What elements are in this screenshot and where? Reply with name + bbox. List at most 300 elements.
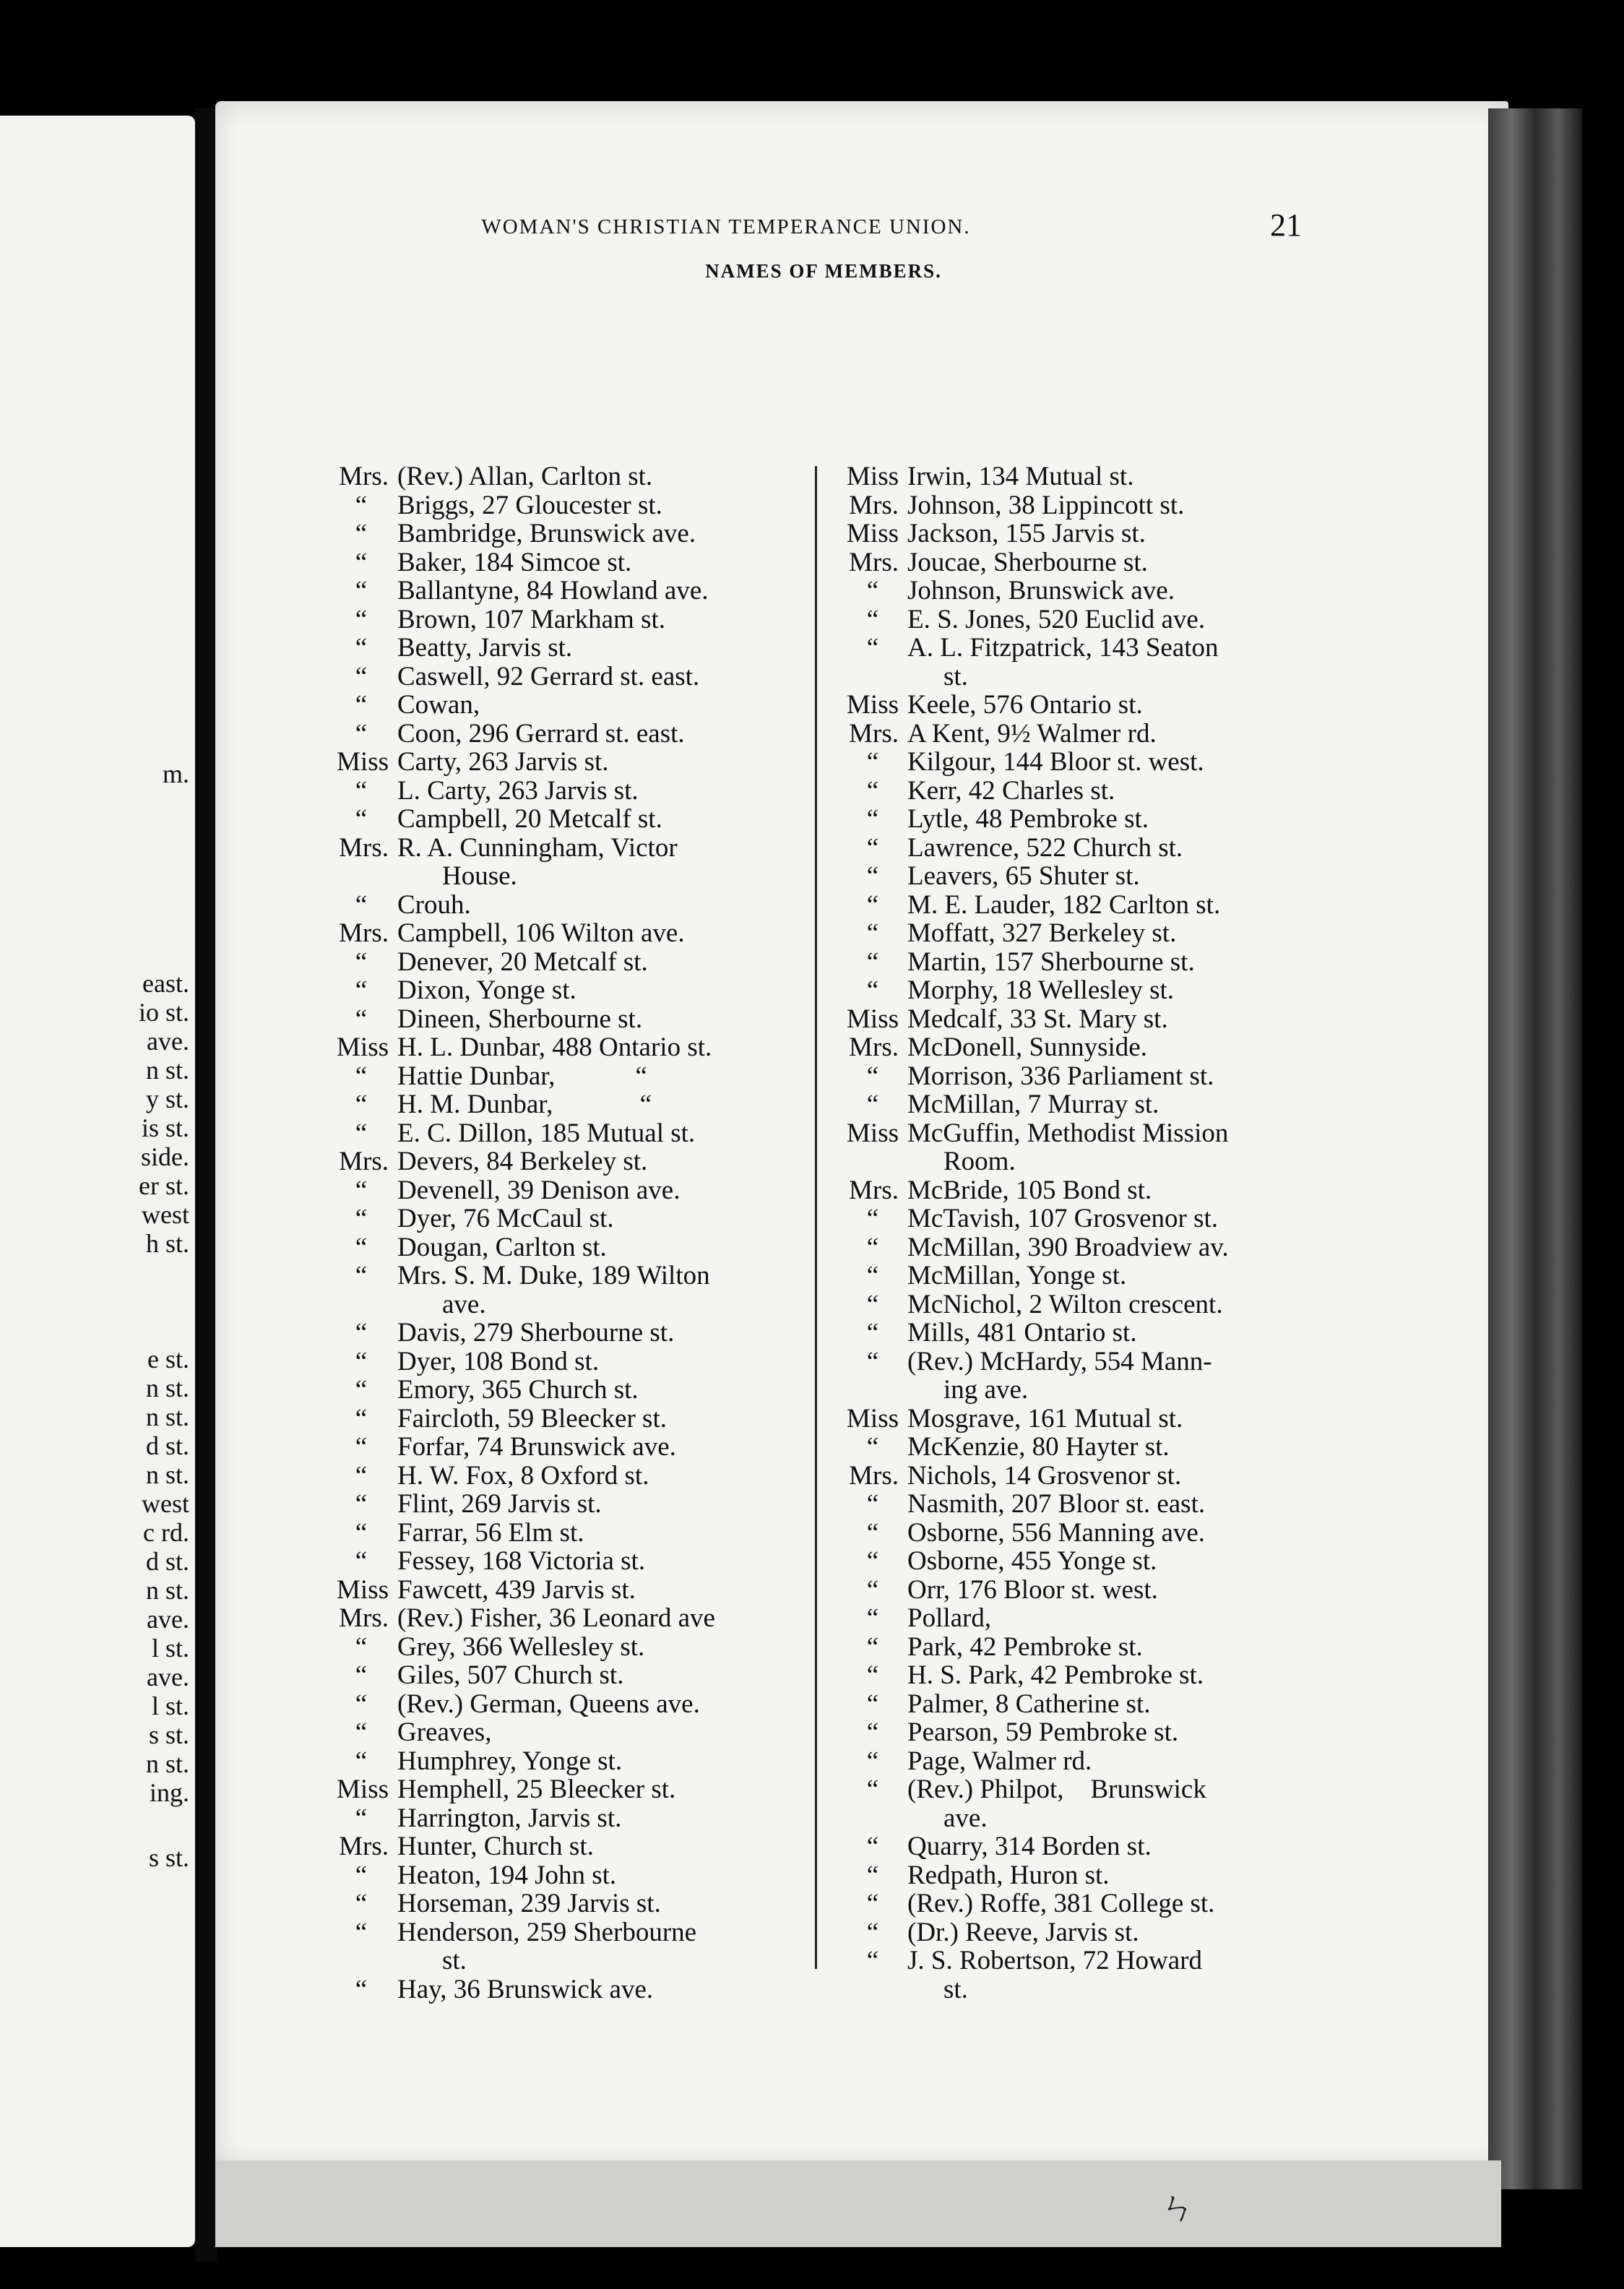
ditto-mark: “ [866, 1090, 879, 1119]
member-entry [838, 1889, 1358, 1918]
member-entry [325, 834, 824, 863]
member-name-address: Denever, 20 Metcalf st. [397, 947, 648, 977]
ditto-mark: “ [355, 1660, 368, 1690]
member-entry [325, 1090, 824, 1119]
member-entry-continuation [838, 663, 1358, 691]
member-name-address: Mrs. S. M. Duke, 189 Wilton [397, 1261, 710, 1290]
member-name-address: Keele, 576 Ontario st. [907, 690, 1143, 720]
member-entry [838, 1718, 1358, 1747]
member-entry [838, 1062, 1358, 1091]
member-name-address: E. S. Jones, 520 Euclid ave. [907, 604, 1206, 634]
ditto-mark: “ [355, 1403, 368, 1434]
member-name-address: Humphrey, Yonge st. [397, 1746, 623, 1776]
left-page-text-fragment: d st. [145, 1547, 189, 1576]
member-name-address: Forfar, 74 Brunswick ave. [397, 1432, 676, 1462]
member-name-address: McTavish, 107 Grosvenor st. [907, 1204, 1219, 1233]
member-name-address: Coon, 296 Gerrard st. east. [397, 718, 685, 749]
member-name-address: Henderson, 259 Sherbourne [397, 1917, 697, 1947]
ditto-mark: “ [866, 1289, 879, 1319]
left-page-text-fragment: west [142, 1489, 189, 1518]
member-name-address: Brown, 107 Markham st. [397, 604, 665, 634]
member-entry [838, 1204, 1358, 1233]
ditto-mark: “ [355, 547, 368, 577]
member-name-address: Caswell, 92 Gerrard st. east. [397, 661, 700, 691]
member-name-address: McDonell, Sunnyside. [907, 1033, 1147, 1062]
member-name-address: Giles, 507 Church st. [397, 1660, 624, 1690]
member-entry [838, 1918, 1358, 1947]
member-name-address: Morphy, 18 Wellesley st. [907, 975, 1175, 1005]
ditto-mark: “ [355, 1118, 368, 1148]
member-entry [325, 777, 824, 806]
ditto-mark: “ [866, 832, 879, 863]
member-name-address: ave. [943, 1803, 988, 1833]
member-entry [838, 691, 1358, 720]
ditto-mark: “ [355, 975, 368, 1005]
ditto-mark: “ [355, 604, 368, 634]
ditto-mark: “ [866, 1261, 879, 1290]
ditto-mark: “ [866, 1546, 879, 1576]
ditto-mark: “ [866, 889, 879, 920]
member-name-address: Pollard, [907, 1603, 992, 1633]
ditto-mark: “ [866, 1889, 879, 1918]
ditto-mark: “ [355, 775, 368, 806]
ditto-mark: “ [355, 1689, 368, 1719]
member-entry [838, 862, 1358, 891]
member-name-address: Mills, 481 Ontario st. [907, 1318, 1137, 1348]
ditto-mark: “ [355, 1746, 368, 1776]
member-entry [325, 1119, 824, 1148]
member-name-address: McGuffin, Methodist Mission [907, 1118, 1229, 1148]
member-name-address: Kerr, 42 Charles st. [907, 775, 1115, 806]
member-name-address: McNichol, 2 Wilton crescent. [907, 1289, 1223, 1319]
member-entry [325, 1204, 824, 1233]
left-page-text-fragment: ave. [147, 1663, 189, 1691]
member-name-address: (Rev.) Allan, Carlton st. [397, 462, 653, 491]
ditto-mark: “ [355, 1232, 368, 1262]
member-name-address: st. [943, 1974, 968, 2004]
ditto-mark: “ [866, 1432, 879, 1462]
member-entry [838, 1661, 1358, 1690]
ditto-mark: “ [355, 947, 368, 977]
ditto-mark: “ [866, 1517, 879, 1548]
left-page-text-fragment: n st. [145, 1056, 189, 1085]
left-page-text-fragment: n st. [145, 1460, 189, 1489]
member-entry-continuation [325, 862, 824, 891]
ditto-mark: “ [866, 861, 879, 891]
member-entry [838, 1490, 1358, 1519]
title-prefix: Miss [847, 690, 899, 720]
member-entry [838, 1033, 1358, 1062]
member-entry [325, 1975, 824, 2004]
member-entry [838, 462, 1358, 491]
member-entry-continuation [325, 1947, 824, 1975]
ditto-mark: “ [866, 804, 879, 834]
member-entry [838, 948, 1358, 977]
member-entry [325, 1376, 824, 1405]
member-entry [838, 834, 1358, 863]
member-name-address: Crouh. [397, 889, 471, 920]
member-name-address: Lawrence, 522 Church st. [907, 832, 1183, 863]
member-name-address: Ballantyne, 84 Howland ave. [397, 576, 709, 605]
ditto-mark: “ [866, 1775, 879, 1804]
member-entry [838, 1348, 1358, 1376]
ditto-mark: “ [866, 1832, 879, 1861]
running-head: WOMAN'S CHRISTIAN TEMPERANCE UNION. [481, 215, 971, 238]
member-entry [838, 1633, 1358, 1662]
title-prefix: Miss [337, 1775, 389, 1804]
member-name-address: Page, Walmer rd. [907, 1746, 1092, 1776]
member-name-address: Medcalf, 33 St. Mary st. [907, 1004, 1168, 1034]
ditto-mark: “ [866, 747, 879, 777]
member-name-address: (Rev.) McHardy, 554 Mann- [907, 1346, 1212, 1376]
ditto-mark: “ [355, 690, 368, 720]
member-entry [325, 720, 824, 749]
member-entry [325, 1718, 824, 1747]
member-entry [325, 691, 824, 720]
member-entry [325, 1661, 824, 1690]
members-column-right [838, 462, 1358, 2004]
member-entry-continuation [838, 1975, 1358, 2004]
member-name-address: Johnson, 38 Lippincott st. [907, 490, 1185, 520]
member-name-address: Fawcett, 439 Jarvis st. [397, 1574, 636, 1605]
member-entry [838, 1176, 1358, 1205]
member-entry-continuation [838, 1804, 1358, 1833]
left-page-text-fragment: side. [141, 1142, 189, 1171]
member-entry [325, 1747, 824, 1776]
member-name-address: Nichols, 14 Grosvenor st. [907, 1460, 1182, 1491]
member-name-address: Osborne, 455 Yonge st. [907, 1546, 1157, 1576]
ditto-mark: “ [866, 1660, 879, 1690]
member-name-address: Cowan, [397, 690, 480, 720]
member-entry [838, 1775, 1358, 1804]
column-rule [815, 466, 817, 1969]
ditto-mark: “ [355, 1546, 368, 1576]
member-entry [325, 1348, 824, 1376]
ditto-mark: “ [355, 1517, 368, 1548]
member-entry [838, 976, 1358, 1005]
member-entry [838, 1832, 1358, 1861]
ditto-mark: “ [355, 1175, 368, 1205]
member-entry-continuation [325, 1290, 824, 1319]
ditto-mark: “ [355, 1432, 368, 1462]
ditto-mark: “ [866, 1946, 879, 1975]
left-page-text-fragment: e st. [147, 1345, 189, 1374]
bottom-handwritten-mark: ㄣ [1159, 2187, 1196, 2228]
member-name-address: Dougan, Carlton st. [397, 1232, 607, 1262]
member-name-address: Moffatt, 327 Berkeley st. [907, 918, 1177, 948]
member-name-address: Hay, 36 Brunswick ave. [397, 1974, 654, 2004]
member-entry [325, 1547, 824, 1576]
left-page-text-fragment: east. [142, 969, 189, 998]
left-page-text-fragment: io st. [138, 998, 189, 1027]
left-page-text-fragment: n st. [145, 1402, 189, 1431]
member-entry [838, 805, 1358, 834]
member-entry [325, 663, 824, 691]
member-name-address: E. C. Dillon, 185 Mutual st. [397, 1118, 696, 1148]
ditto-mark: “ [355, 576, 368, 605]
ditto-mark: “ [355, 661, 368, 691]
title-prefix: Miss [847, 462, 899, 491]
title-prefix: Miss [847, 519, 899, 548]
ditto-mark: “ [355, 1631, 368, 1662]
ditto-mark: “ [866, 1061, 879, 1091]
member-name-address: Greaves, [397, 1717, 492, 1747]
member-entry [325, 1005, 824, 1034]
ditto-mark: “ [355, 1489, 368, 1519]
member-name-address: McBride, 105 Bond st. [907, 1175, 1152, 1205]
member-name-address: Irwin, 134 Mutual st. [907, 462, 1134, 491]
member-entry [325, 1233, 824, 1262]
left-page-text-fragment: ave. [147, 1605, 189, 1634]
member-entry [325, 491, 824, 520]
title-prefix: Mrs. [849, 1175, 899, 1205]
ditto-mark: “ [866, 576, 879, 605]
page-bottom-margin [215, 2160, 1501, 2247]
book-gutter [195, 108, 217, 2262]
member-entry [325, 1147, 824, 1176]
title-prefix: Mrs. [339, 1147, 389, 1176]
ditto-mark: “ [355, 1090, 368, 1119]
member-name-address: Devenell, 39 Denison ave. [397, 1175, 681, 1205]
member-name-address: (Rev.) German, Queens ave. [397, 1689, 700, 1719]
member-entry [838, 1405, 1358, 1434]
member-entry [325, 577, 824, 605]
ditto-mark: “ [866, 1717, 879, 1747]
member-entry-continuation [838, 1147, 1358, 1176]
ditto-mark: “ [355, 1717, 368, 1747]
member-name-address: ave. [442, 1289, 486, 1319]
member-entry [325, 805, 824, 834]
member-entry [325, 1861, 824, 1890]
ditto-mark: “ [355, 633, 368, 663]
member-name-address: Osborne, 556 Manning ave. [907, 1517, 1206, 1548]
member-entry-continuation [838, 1376, 1358, 1405]
ditto-mark: “ [355, 1346, 368, 1376]
member-entry [838, 1747, 1358, 1776]
ditto-mark: “ [866, 633, 879, 663]
member-name-address: H. S. Park, 42 Pembroke st. [907, 1660, 1204, 1690]
left-page-text-fragment: n st. [145, 1374, 189, 1402]
member-name-address: Mosgrave, 161 Mutual st. [907, 1403, 1183, 1434]
title-prefix: Mrs. [339, 918, 389, 948]
member-entry [325, 1405, 824, 1434]
member-name-address: Grey, 366 Wellesley st. [397, 1631, 645, 1662]
member-entry [325, 1604, 824, 1633]
member-name-address: Briggs, 27 Gloucester st. [397, 490, 662, 520]
ditto-mark: “ [866, 775, 879, 806]
member-entry [838, 520, 1358, 548]
member-entry [838, 1547, 1358, 1576]
member-name-address: Redpath, Huron st. [907, 1860, 1110, 1890]
ditto-mark: “ [866, 1917, 879, 1947]
member-name-address: Palmer, 8 Catherine st. [907, 1689, 1151, 1719]
member-name-address: Lytle, 48 Pembroke st. [907, 804, 1149, 834]
member-name-address: H. L. Dunbar, 488 Ontario st. [397, 1033, 712, 1062]
member-entry [838, 1090, 1358, 1119]
member-entry [838, 491, 1358, 520]
ditto-mark: “ [355, 804, 368, 834]
title-prefix: Miss [847, 1118, 899, 1148]
ditto-mark: “ [866, 604, 879, 634]
left-page-text-fragment: d st. [145, 1431, 189, 1460]
title-prefix: Mrs. [849, 490, 899, 520]
member-name-address: (Dr.) Reeve, Jarvis st. [907, 1917, 1139, 1947]
left-page-text-fragment: er st. [139, 1171, 189, 1200]
member-name-address: Farrar, 56 Elm st. [397, 1517, 584, 1548]
member-name-address: Dyer, 108 Bond st. [397, 1346, 600, 1376]
title-prefix: Mrs. [339, 1603, 389, 1633]
member-entry [325, 1519, 824, 1548]
member-name-address: Quarry, 314 Borden st. [907, 1832, 1152, 1861]
left-page-text-fragment: is st. [141, 1113, 189, 1142]
member-name-address: (Rev.) Philpot, Brunswick [907, 1775, 1206, 1804]
member-entry [838, 1262, 1358, 1290]
left-page-fragment [0, 116, 195, 2247]
left-page-text-fragment: n st. [145, 1749, 189, 1778]
member-entry [838, 748, 1358, 777]
member-entry [838, 1290, 1358, 1319]
ditto-mark: “ [866, 975, 879, 1005]
member-name-address: Johnson, Brunswick ave. [907, 576, 1175, 605]
member-name-address: H. M. Dunbar, “ [397, 1090, 652, 1119]
page-number: 21 [1270, 207, 1302, 243]
member-entry [838, 548, 1358, 577]
member-entry [838, 1119, 1358, 1148]
member-name-address: R. A. Cunningham, Victor [397, 832, 678, 863]
member-entry [325, 1918, 824, 1947]
member-name-address: A Kent, 9½ Walmer rd. [907, 718, 1157, 749]
title-prefix: Mrs. [849, 547, 899, 577]
title-prefix: Miss [337, 1574, 389, 1605]
member-name-address: (Rev.) Roffe, 381 College st. [907, 1889, 1215, 1918]
ditto-mark: “ [355, 1061, 368, 1091]
member-name-address: Hunter, Church st. [397, 1832, 594, 1861]
member-name-address: Campbell, 106 Wilton ave. [397, 918, 685, 948]
member-name-address: Flint, 269 Jarvis st. [397, 1489, 602, 1519]
member-entry [325, 1690, 824, 1719]
member-entry [838, 777, 1358, 806]
member-entry [838, 577, 1358, 605]
title-prefix: Mrs. [849, 1033, 899, 1062]
member-entry [838, 605, 1358, 634]
member-entry [838, 1576, 1358, 1605]
ditto-mark: “ [355, 718, 368, 749]
ditto-mark: “ [355, 519, 368, 548]
member-name-address: Emory, 365 Church st. [397, 1375, 639, 1405]
member-name-address: Campbell, 20 Metcalf st. [397, 804, 662, 834]
title-prefix: Mrs. [849, 1460, 899, 1491]
member-entry [325, 1176, 824, 1205]
member-entry [325, 1775, 824, 1804]
member-name-address: Devers, 84 Berkeley st. [397, 1147, 648, 1176]
member-name-address: Kilgour, 144 Bloor st. west. [907, 747, 1204, 777]
section-title: NAMES OF MEMBERS. [705, 260, 942, 282]
title-prefix: Miss [337, 1033, 389, 1062]
member-entry [325, 976, 824, 1005]
ditto-mark: “ [355, 889, 368, 920]
ditto-mark: “ [355, 1860, 368, 1890]
member-entry [838, 1947, 1358, 1975]
member-name-address: Orr, 176 Bloor st. west. [907, 1574, 1158, 1605]
left-page-text-fragment: ing. [149, 1778, 189, 1807]
member-entry [838, 891, 1358, 920]
ditto-mark: “ [355, 1318, 368, 1348]
member-entry [838, 720, 1358, 749]
member-name-address: Dineen, Sherbourne st. [397, 1004, 643, 1034]
left-page-text-fragment: s st. [148, 1843, 189, 1872]
member-name-address: ing ave. [943, 1375, 1029, 1405]
left-page-text-fragment: m. [162, 759, 189, 788]
member-name-address: Faircloth, 59 Bleecker st. [397, 1403, 667, 1434]
member-name-address: Baker, 184 Simcoe st. [397, 547, 632, 577]
ditto-mark: “ [355, 1917, 368, 1947]
member-name-address: Carty, 263 Jarvis st. [397, 747, 609, 777]
members-column-left [325, 462, 824, 2004]
ditto-mark: “ [355, 490, 368, 520]
member-name-address: Nasmith, 207 Bloor st. east. [907, 1489, 1206, 1519]
member-name-address: Beatty, Jarvis st. [397, 633, 573, 663]
member-name-address: Bambridge, Brunswick ave. [397, 519, 696, 548]
member-entry [325, 1033, 824, 1062]
ditto-mark: “ [866, 1746, 879, 1776]
ditto-mark: “ [355, 1261, 368, 1290]
member-name-address: L. Carty, 263 Jarvis st. [397, 775, 639, 806]
left-page-text-fragment: l st. [151, 1691, 189, 1720]
member-entry [325, 1462, 824, 1491]
left-page-text-fragment: west [142, 1200, 189, 1229]
member-name-address: McMillan, 390 Broadview av. [907, 1232, 1229, 1262]
page-edges [1488, 108, 1582, 2189]
member-entry [838, 1861, 1358, 1890]
ditto-mark: “ [355, 1204, 368, 1233]
left-page-text-fragment: n st. [145, 1576, 189, 1605]
member-name-address: A. L. Fitzpatrick, 143 Seaton [907, 633, 1219, 663]
ditto-mark: “ [866, 1689, 879, 1719]
member-name-address: McKenzie, 80 Hayter st. [907, 1432, 1170, 1462]
ditto-mark: “ [866, 1318, 879, 1348]
ditto-mark: “ [355, 1375, 368, 1405]
member-name-address: H. W. Fox, 8 Oxford st. [397, 1460, 649, 1491]
member-name-address: Dyer, 76 McCaul st. [397, 1204, 614, 1233]
left-page-text-fragment: ave. [147, 1027, 189, 1056]
member-name-address: Heaton, 194 John st. [397, 1860, 617, 1890]
member-entry [325, 1319, 824, 1348]
member-entry [325, 1889, 824, 1918]
left-page-text-fragment: l st. [151, 1634, 189, 1663]
member-entry [325, 919, 824, 948]
member-entry [838, 634, 1358, 663]
member-entry [325, 1262, 824, 1290]
member-name-address: Room. [943, 1147, 1016, 1176]
ditto-mark: “ [866, 1631, 879, 1662]
member-entry [325, 1490, 824, 1519]
member-entry [325, 548, 824, 577]
member-name-address: Fessey, 168 Victoria st. [397, 1546, 646, 1576]
title-prefix: Mrs. [339, 1832, 389, 1861]
member-entry [838, 1690, 1358, 1719]
ditto-mark: “ [355, 1974, 368, 2004]
member-name-address: M. E. Lauder, 182 Carlton st. [907, 889, 1221, 920]
left-page-text-fragment: y st. [145, 1085, 189, 1113]
member-entry [325, 1062, 824, 1091]
member-name-address: Horseman, 239 Jarvis st. [397, 1889, 661, 1918]
member-name-address: Martin, 157 Sherbourne st. [907, 947, 1195, 977]
ditto-mark: “ [355, 1803, 368, 1833]
ditto-mark: “ [866, 1603, 879, 1633]
member-entry [325, 1576, 824, 1605]
member-name-address: (Rev.) Fisher, 36 Leonard ave [397, 1603, 715, 1633]
title-prefix: Miss [847, 1403, 899, 1434]
